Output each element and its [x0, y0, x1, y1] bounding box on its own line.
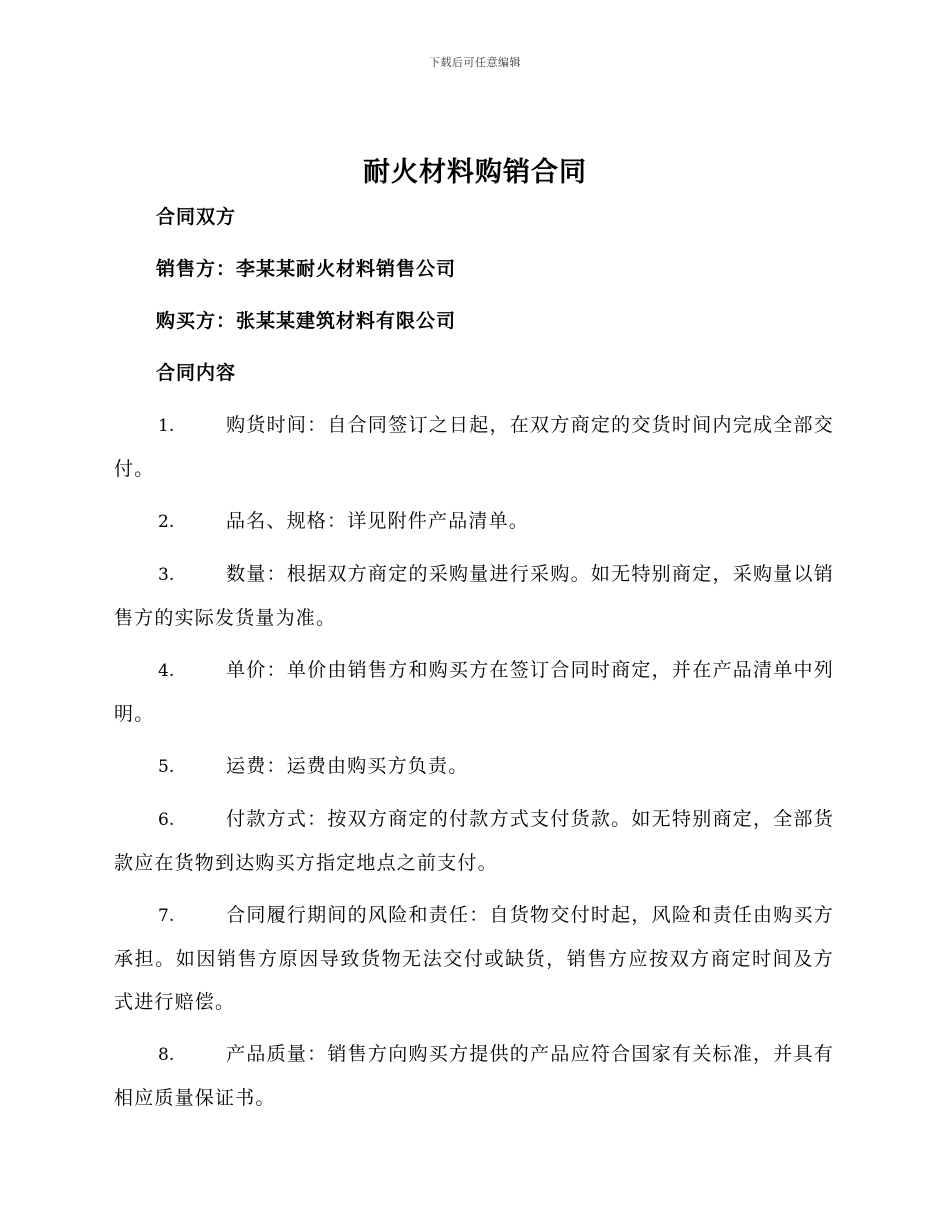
clause-text: 购货时间：自合同签订之日起，在双方商定的交货时间内完成全部交付。: [114, 414, 834, 480]
clause-number: 5.: [158, 757, 175, 777]
document-body: [114, 196, 834, 1129]
clause-number: 1.: [158, 416, 175, 436]
seller-name: 李某某耐火材料销售公司: [236, 258, 457, 280]
buyer-line: [114, 300, 834, 343]
document-title: 耐火材料购销合同: [363, 157, 587, 188]
clause-6: [114, 798, 834, 885]
clause-number: 4.: [158, 661, 175, 681]
clause-number: 8.: [158, 1045, 175, 1065]
clause-number: 7.: [158, 906, 175, 926]
clause-7: [114, 894, 834, 1024]
clause-5: [114, 745, 834, 789]
clause-number: 3.: [158, 565, 175, 585]
parties-heading: 合同双方: [156, 206, 237, 228]
clause-1: [114, 404, 834, 491]
clause-8: [114, 1033, 834, 1120]
clause-number: 2.: [158, 512, 175, 532]
clause-4: [114, 649, 834, 736]
clause-text: 品名、规格：详见附件产品清单。: [226, 510, 530, 532]
buyer-name: 张某某建筑材料有限公司: [236, 310, 457, 332]
header-note: 下载后可任意编辑: [429, 56, 521, 69]
clause-text: 付款方式：按双方商定的付款方式支付货款。如无特别商定，全部货款应在货物到达购买方指定地点之前支付。: [114, 808, 834, 874]
clause-text: 单价：单价由销售方和购买方在签订合同时商定，并在产品清单中列明。: [114, 659, 834, 725]
clause-text: 合同履行期间的风险和责任：自货物交付时起，风险和责任由购买方承担。如因销售方原因导致货物无法交付或缺货，销售方应按双方商定时间及方式进行赔偿。: [114, 904, 834, 1013]
clause-text: 数量：根据双方商定的采购量进行采购。如无特别商定，采购量以销售方的实际发货量为准。: [114, 563, 834, 629]
buyer-label: 购买方：: [156, 310, 237, 332]
clause-text: 运费：运费由购买方负责。: [226, 755, 469, 777]
clause-number: 6.: [158, 810, 175, 830]
seller-label: 销售方：: [156, 258, 237, 280]
clause-2: [114, 500, 834, 544]
content-heading: 合同内容: [156, 362, 237, 384]
clause-text: 产品质量：销售方向购买方提供的产品应符合国家有关标准，并具有相应质量保证书。: [114, 1043, 834, 1109]
clause-3: [114, 553, 834, 640]
seller-line: [114, 248, 834, 291]
